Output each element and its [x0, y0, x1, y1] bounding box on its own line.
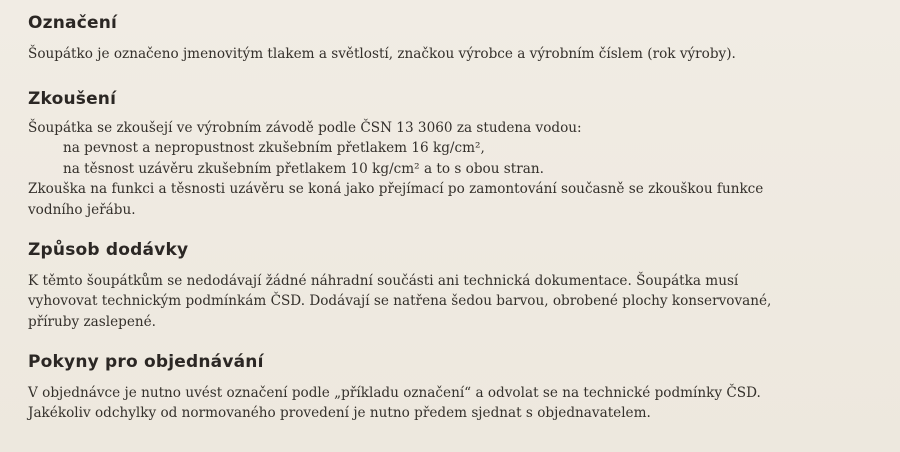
section-zkouseni [28, 88, 888, 220]
zkouseni-text-line: vodního jeřábu. [28, 201, 136, 218]
section-zpusob-dodavky [28, 239, 888, 332]
heading-zpusob-dodavky: Způsob dodávky [28, 240, 189, 260]
zkouseni-text-line: Zkouška na funkci a těsnosti uzávěru se koná jako přejímací po zamontování současně se zkouškou funkce [28, 181, 764, 198]
zkouseni-item-pevnost: na pevnost a nepropustnost zkušebním přetlakem 16 kg/cm², [63, 140, 485, 157]
zkouseni-intro: Šoupátka se zkoušejí ve výrobním závodě podle ČSN 13 3060 za studena vodou: [28, 120, 582, 136]
paragraph-oznaceni: Šoupátko je označeno jmenovitým tlakem a světlostí, značkou výrobce a výrobním číslem (rok výroby). [28, 46, 736, 62]
section-oznaceni [28, 12, 888, 64]
heading-pokyny-objednavani: Pokyny pro objednávání [28, 352, 264, 372]
heading-zkouseni: Zkoušení [28, 89, 117, 109]
heading-oznaceni: Označení [28, 13, 118, 33]
dodavka-text-line: příruby zaslepené. [28, 313, 157, 330]
dodavka-text-line: K těmto šoupátkům se nedodávají žádné náhradní součásti ani technická dokumentace. Šoupátka musí [28, 273, 739, 289]
objednavani-text-line: Jakékoliv odchylky od normovaného provedení je nutno předem sjednat s objednavatelem. [28, 405, 651, 422]
dodavka-text-line: vyhovovat technickým podmínkám ČSD. Dodávají se natřena šedou barvou, obrobené plochy konservované, [28, 293, 772, 310]
objednavani-text-line: V objednávce je nutno uvést označení podle „příkladu označení“ a odvolat se na technické podmínky ČSD. [28, 385, 761, 401]
zkouseni-item-tesnost: na těsnost uzávěru zkušebním přetlakem 10 kg/cm² a to s obou stran. [63, 160, 544, 177]
section-pokyny-objednavani [28, 351, 888, 424]
